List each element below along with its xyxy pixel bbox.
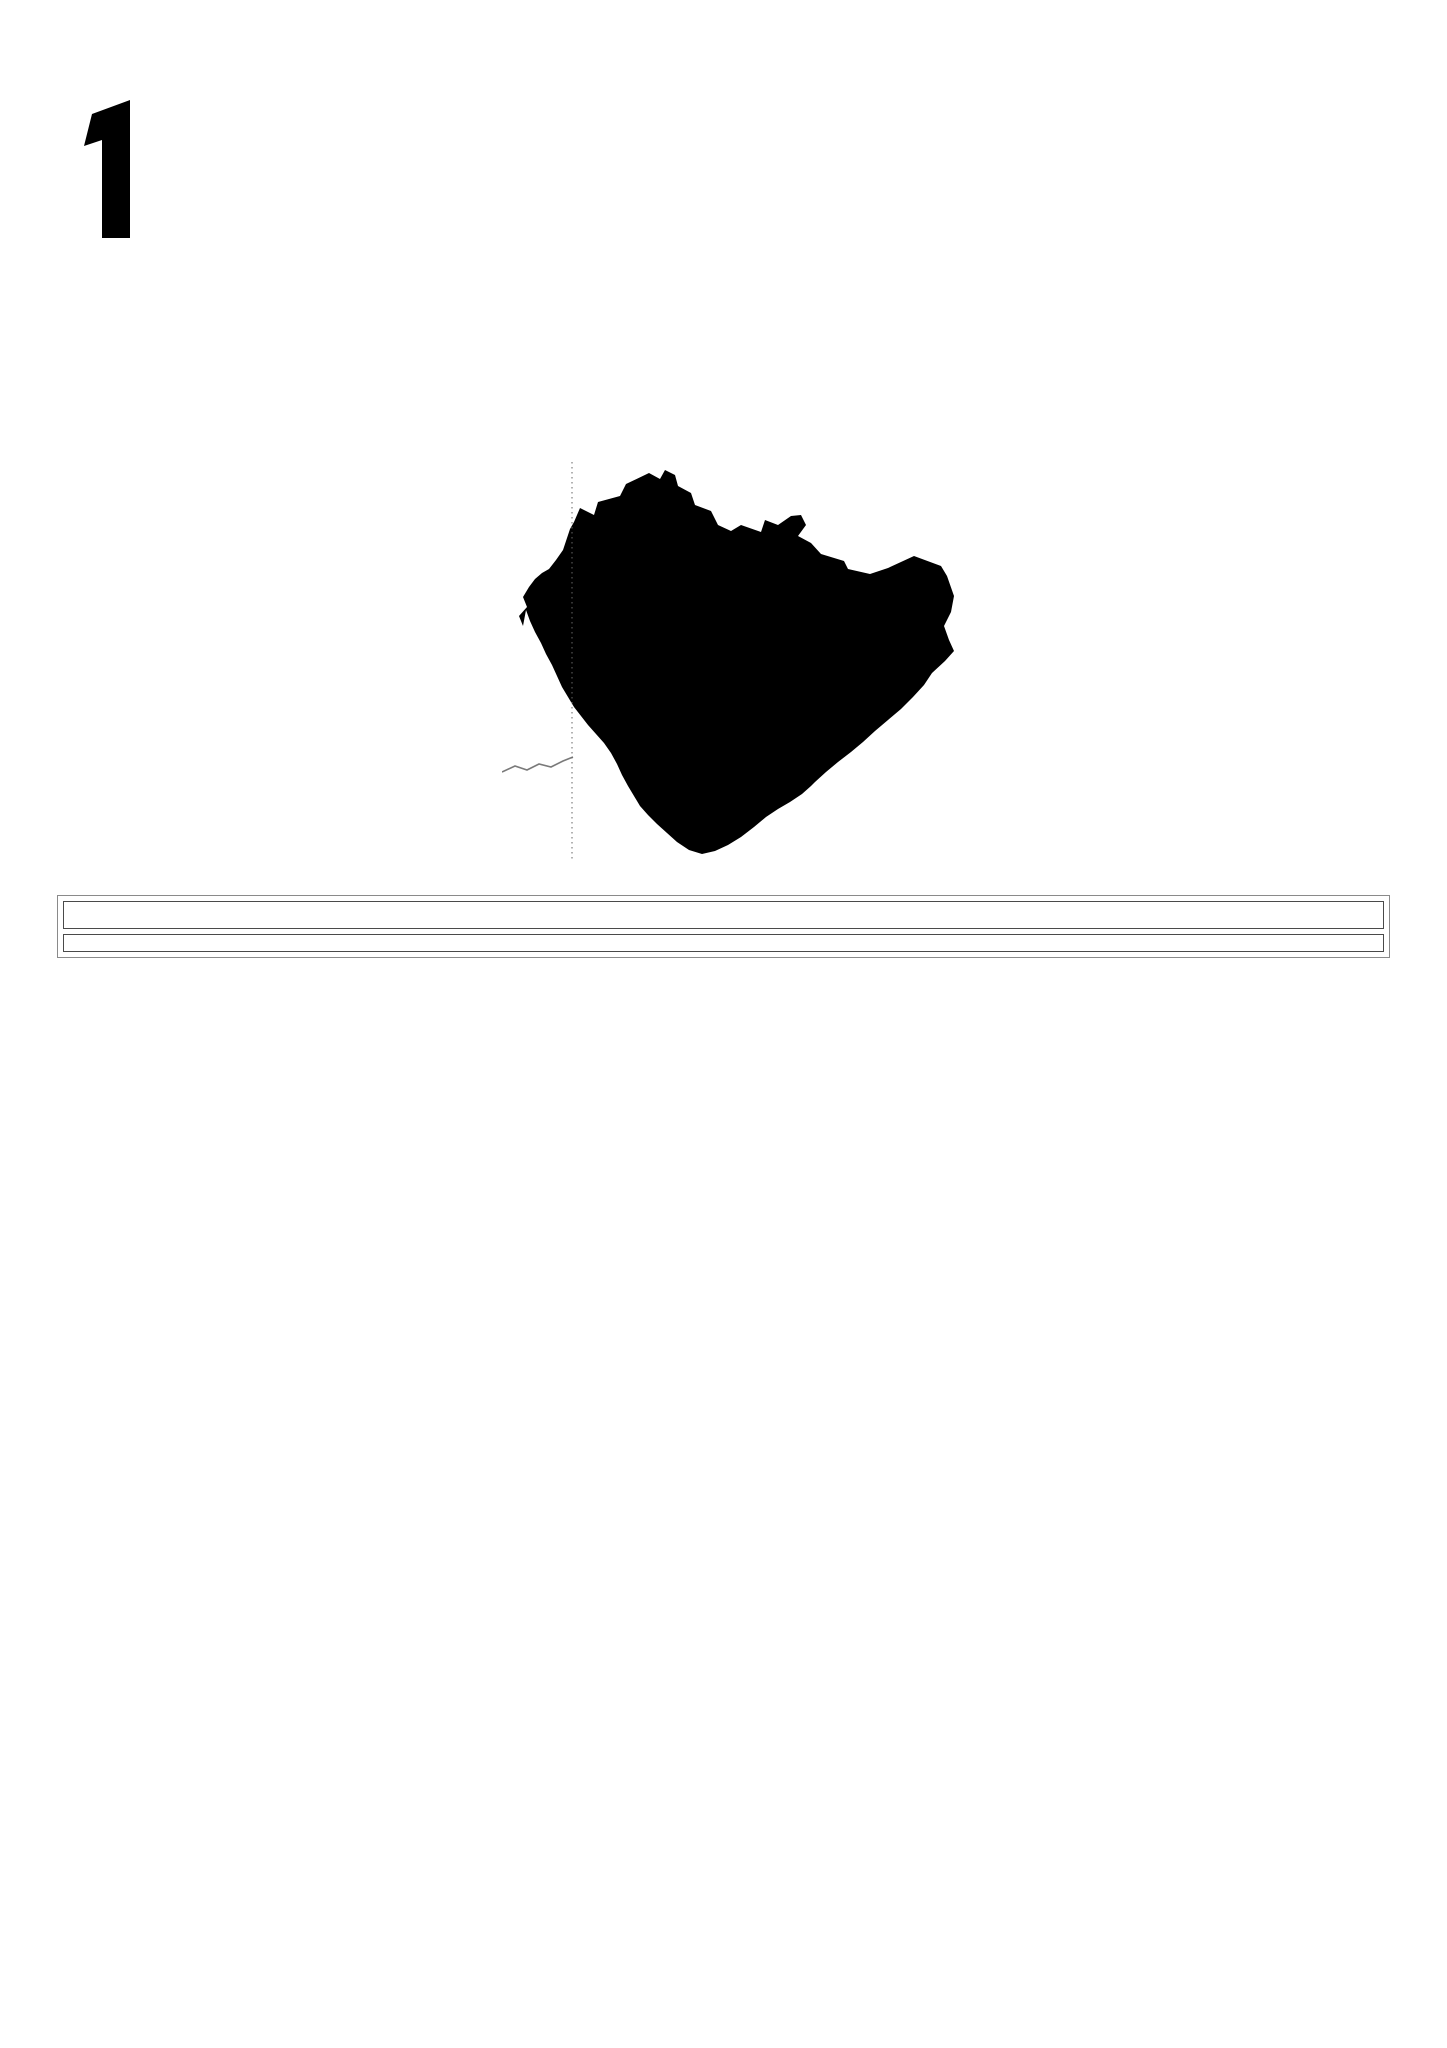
- warning-title: [63, 901, 1384, 929]
- table-title-row: [63, 901, 1384, 929]
- imgw-100-lat-logo: [70, 84, 510, 256]
- logo-digit-1: [84, 100, 130, 238]
- table-footer-row: [63, 934, 1384, 952]
- copyright-note: [63, 934, 1384, 952]
- imgw-globe-icon: [210, 96, 371, 239]
- neighbor-border-gray: [502, 757, 573, 772]
- warning-details-table: [57, 895, 1390, 958]
- logo-ring: [142, 120, 232, 224]
- warning-extent-map: [477, 454, 967, 890]
